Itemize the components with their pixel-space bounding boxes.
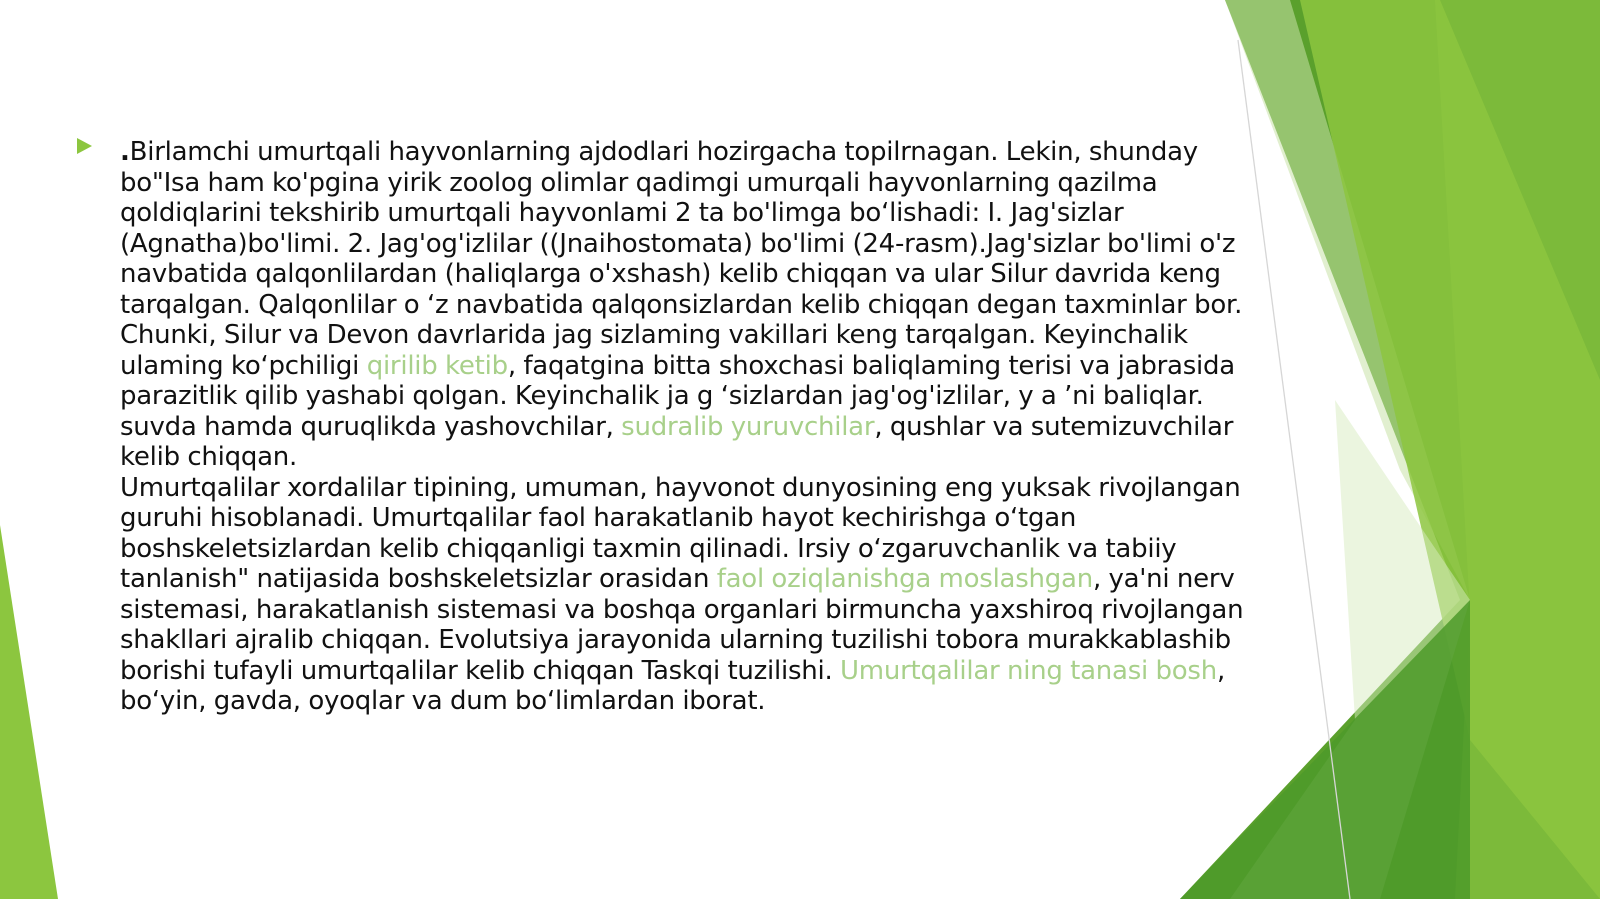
paragraph-1 <box>120 137 1270 473</box>
p2-text-2: , ya'ni nerv sistemasi, harakatlanish sistemasi va boshqa organlari birmuncha yaxshiroq rivojlangan shakllari ajralib chiqqan. Evolutsiya jarayonida ularning tuzilishi tobora murakkablashib borishi tufayli umurtqalilar kelib chiqqan Taskqi tuzilishi. <box>120 564 1244 686</box>
p1-text-2: , faqatgina bitta shoxchasi baliqlaming terisi va jabrasida parazitlik qilib yashabi qolgan. Keyinchalik ja g ‘sizlardan jag'og'izlilar, y a ’ni baliqlar. suvda hamda quruqlikda yashovchilar, <box>120 350 1235 442</box>
p2-highlight-1: faol oziqlanishga moslashgan <box>716 564 1093 594</box>
p2-highlight-2: Umurtqalilar ning tanasi bosh <box>840 655 1217 686</box>
p2-text-1: Umurtqalilar xordalilar tipining, umuman, hayvonot dunyosining eng yuksak rivojlangan guruhi hisoblanadi. Umurtqalilar faol harakatlanib hayot kechirishga o‘tgan boshskeletsizlardan kelib chiqqanligi taxmin qilinadi. Irsiy o‘zgaruvchanlik va tabiiy tanlanish" natijasida boshskeletsizlar orasidan <box>120 472 1241 594</box>
triangle-bullet-icon <box>77 138 92 154</box>
p1-text-3: , qushlar va sutemizuvchilar kelib chiqqan. <box>120 411 1234 472</box>
p2-text-3: , bo‘yin, gavda, oyoqlar va dum bo‘limlardan iborat. <box>120 655 1225 716</box>
p1-highlight-2: sudralib yuruvchilar <box>621 411 875 442</box>
p1-text-1: Birlamchi umurtqali hayvonlarning ajdodlari hozirgacha topilrnagan. Lekin, shunday bo"Isa ham ko'pgina yirik zoolog olimlar qadimgi umurqali hayvonlarning qazilma qoldiqlarini tekshirib umurtqali hayvonlami 2 ta bo'limga bo‘lishadi: I. Jag'sizlar (Agnatha)bo'limi. 2. Jag'og'izlilar ((Jnaihostomata) bo'limi (24-rasm).Jag'sizlar bo'limi o'z navbatida qalqonlilardan (haliqlarga o'xshash) kelib chiqqan va ular Silur davrida keng tarqalgan. Qalqonlilar o ‘z navbatida qalqonsizlardan kelib chiqqan degan taxminlar bor. Chunki, Silur va Devon davrlarida jag sizlaming vakillari keng tarqalgan. Keyinchalik ulaming ko‘pchiligi <box>120 137 1243 381</box>
left-green-stripe <box>0 525 58 899</box>
slide-body-text <box>120 137 1270 717</box>
paragraph-2 <box>120 473 1270 717</box>
p1-highlight-1: qirilib ketib <box>366 350 508 381</box>
lead-dot: . <box>120 137 130 167</box>
